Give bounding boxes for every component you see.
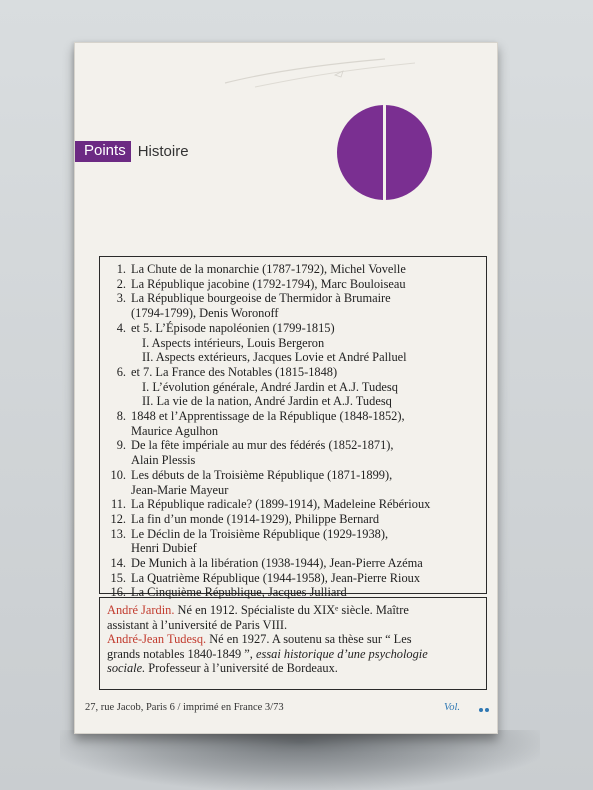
title-list-item: [108, 512, 480, 527]
author-tudesq-bio-2a: grands notables 1840-1849 ”,: [107, 646, 257, 661]
title-number: 2.: [116, 276, 126, 291]
title-text: Le Déclin de la Troisième République (1929-1938),: [131, 526, 389, 541]
cover-crease-mark: [185, 53, 445, 93]
publisher-address: 27, rue Jacob, Paris 6 / imprimé en France 3/73: [85, 702, 284, 713]
title-text: II. La vie de la nation, André Jardin et A.J. Tudesq: [142, 394, 392, 409]
author-tudesq-bio-3a: sociale.: [107, 661, 146, 676]
title-number: 15.: [110, 570, 126, 585]
title-list-item: [108, 380, 480, 395]
title-number: 3.: [116, 291, 126, 306]
series-brand: Points: [75, 141, 131, 162]
title-list-item: [108, 497, 480, 512]
title-text: Maurice Agulhon: [131, 423, 219, 438]
title-number: 8.: [116, 409, 126, 424]
title-text: La Quatrième République (1944-1958), Jean-Pierre Rioux: [131, 570, 421, 585]
title-number: 14.: [110, 556, 126, 571]
title-list-item: [108, 277, 480, 292]
title-text: Les débuts de la Troisième République (1871-1899),: [131, 467, 393, 482]
title-list-item: [108, 438, 480, 453]
title-text: La Cinquième République, Jacques Julliard: [131, 585, 347, 600]
title-list-item: [108, 424, 480, 439]
title-text: I. L’évolution générale, André Jardin et A.J. Tudesq: [142, 379, 398, 394]
book-shadow: [60, 730, 540, 790]
author-tudesq-bio-1: Né en 1927. A soutenu sa thèse sur “ Les: [206, 632, 412, 647]
title-text: (1794-1799), Denis Woronoff: [131, 306, 279, 321]
title-text: II. Aspects extérieurs, Jacques Lovie et André Palluel: [142, 350, 407, 365]
title-list-item: [108, 336, 480, 351]
title-list-item: [108, 262, 480, 277]
title-list-item: [108, 409, 480, 424]
title-text: De Munich à la libération (1938-1944), Jean-Pierre Azéma: [131, 556, 423, 571]
title-text: De la fête impériale au mur des fédérés (1852-1871),: [131, 438, 394, 453]
series-label: [75, 141, 189, 162]
author-tudesq-bio-3: [107, 661, 480, 676]
title-number: 12.: [110, 511, 126, 526]
title-text: Jean-Marie Mayeur: [131, 482, 229, 497]
title-list-item: [108, 321, 480, 336]
title-number: 10.: [110, 467, 126, 482]
title-text: La République bourgeoise de Thermidor à Brumaire: [131, 291, 391, 306]
title-number: 11.: [110, 497, 126, 512]
title-text: Alain Plessis: [131, 453, 196, 468]
title-text: La fin d’un monde (1914-1929), Philippe Bernard: [131, 511, 380, 526]
title-list-item: [108, 350, 480, 365]
title-list-item: [108, 571, 480, 586]
author-tudesq-bio-3b: Professeur à l’université de Bordeaux.: [145, 661, 338, 676]
author-jardin: [107, 603, 480, 618]
title-list-item: [108, 453, 480, 468]
title-list-item: [108, 527, 480, 542]
title-list-item: [108, 291, 480, 306]
title-list-item: [108, 394, 480, 409]
title-list-item: [108, 483, 480, 498]
title-text: Henri Dubief: [131, 541, 197, 556]
author-tudesq-bio-2: [107, 647, 480, 662]
series-collection: Histoire: [137, 143, 189, 160]
title-text: I. Aspects intérieurs, Louis Bergeron: [142, 335, 325, 350]
title-list-item: [108, 468, 480, 483]
titles-list-box: [99, 256, 487, 600]
title-number: 16.: [110, 585, 126, 600]
author-tudesq-name: André-Jean Tudesq.: [107, 632, 207, 647]
title-text: et 7. La France des Notables (1815-1848): [131, 364, 338, 379]
author-tudesq-bio-2b: essai historique d’une psychologie: [256, 646, 428, 661]
title-text: et 5. L’Épisode napoléonien (1799-1815): [131, 320, 335, 335]
points-logo-circle: [337, 105, 432, 200]
author-tudesq: [107, 632, 480, 647]
book-back-cover: [74, 42, 498, 734]
title-number: 1.: [116, 262, 126, 276]
title-text: La République radicale? (1899-1914), Madeleine Rébérioux: [131, 497, 431, 512]
title-number: 9.: [116, 438, 126, 453]
author-jardin-name: André Jardin.: [107, 603, 175, 617]
title-text: La République jacobine (1792-1794), Marc Bouloiseau: [131, 276, 406, 291]
authors-box: [99, 597, 487, 690]
logo-divider: [383, 105, 386, 200]
author-jardin-bio-2: assistant à l’université de Paris VIII.: [107, 617, 288, 632]
author-jardin-bio-1: Né en 1912. Spécialiste du XIXᵉ siècle. Maître: [174, 603, 409, 617]
title-text: 1848 et l’Apprentissage de la République (1848-1852),: [131, 409, 405, 424]
volume-dots-icon: [479, 708, 491, 712]
title-number: 4.: [116, 320, 126, 335]
title-list-item: [108, 541, 480, 556]
title-text: La Chute de la monarchie (1787-1792), Michel Vovelle: [131, 262, 406, 276]
title-list-item: [108, 556, 480, 571]
title-list-item: [108, 306, 480, 321]
title-list-item: [108, 365, 480, 380]
volume-label: Vol.: [444, 702, 461, 713]
title-number: 13.: [110, 526, 126, 541]
title-number: 6.: [116, 364, 126, 379]
